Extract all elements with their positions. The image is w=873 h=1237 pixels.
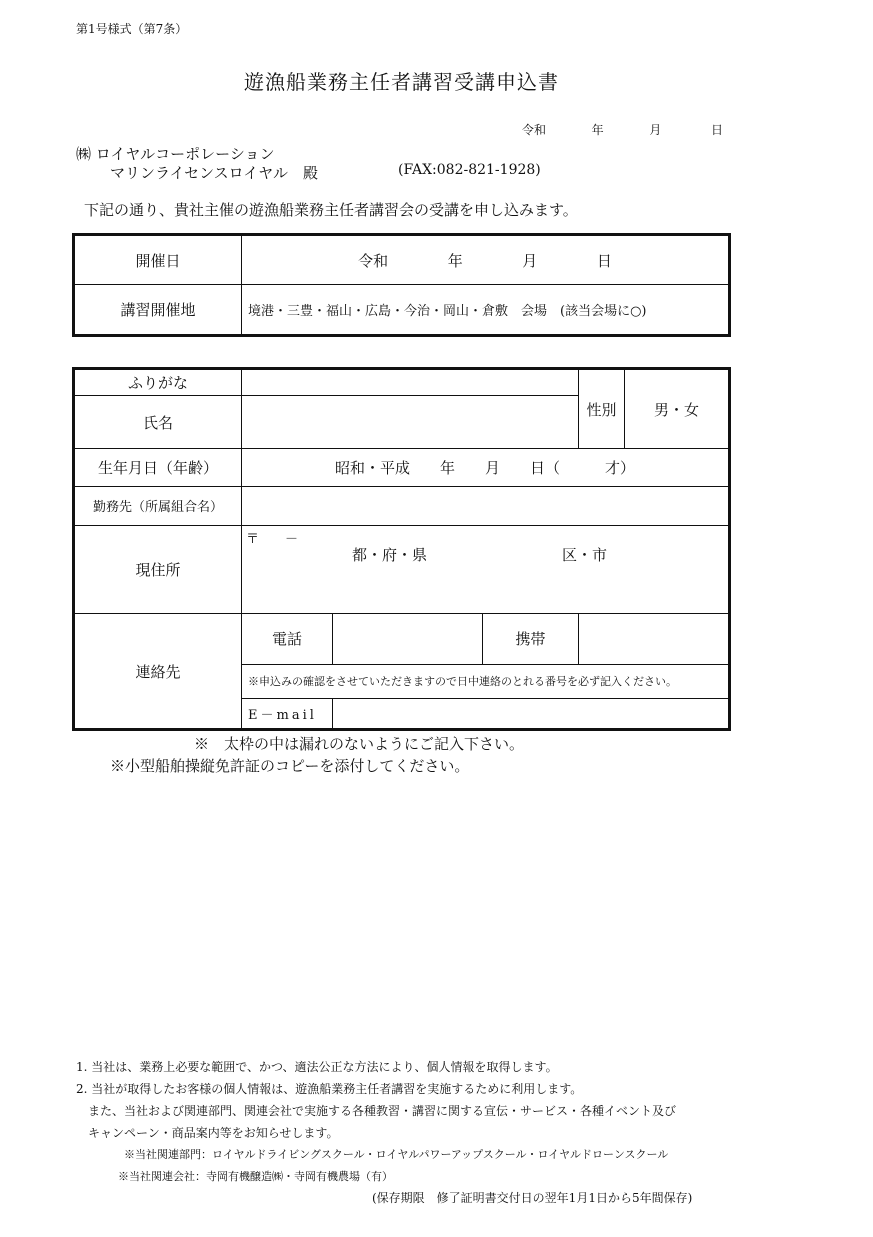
privacy-item-2-cont: また、当社および関連部門、関連会社で実施する各種教習・講習に関する宣伝・サービス・各種イベント及び — [88, 1104, 677, 1118]
privacy-item-2: 2. 当社が取得したお客様の個人情報は、遊漁船業務主任者講習を実施するために利用します。 — [76, 1082, 583, 1096]
date-year: 年 — [591, 123, 604, 137]
name-label: 氏名 — [74, 396, 242, 449]
mobile-label: 携帯 — [483, 614, 579, 664]
name-field[interactable] — [242, 396, 579, 449]
intro-text: 下記の通り、貴社主催の遊漁船業務主任者講習会の受講を申し込みます。 — [84, 201, 578, 219]
course-table — [72, 233, 731, 337]
email-field[interactable] — [333, 698, 730, 729]
applicant-table — [72, 367, 731, 731]
course-date-month: 月 — [522, 251, 538, 270]
privacy-item-1: 1. 当社は、業務上必要な範囲で、かつ、適法公正な方法により、個人情報を取得します。 — [76, 1060, 558, 1074]
course-date-label: 開催日 — [74, 235, 242, 285]
date-month: 月 — [649, 123, 662, 137]
address-field[interactable] — [242, 525, 730, 613]
birth-label: 生年月日（年齢） — [74, 449, 242, 486]
note-fill-all: ※ 太枠の中は漏れのないようにご記入下さい。 — [194, 735, 525, 753]
address-prefecture-city: 都・府・県 区・市 — [352, 545, 608, 564]
birth-field[interactable]: 昭和・平成 年 月 日（ 才） — [242, 449, 730, 486]
furigana-label: ふりがな — [74, 369, 242, 396]
application-date — [522, 121, 723, 138]
privacy-item-2-cont2: キャンペーン・商品案内等をお知らせします。 — [88, 1126, 339, 1140]
addressee-division: マリンライセンスロイヤル 殿 — [110, 164, 319, 182]
gender-label: 性別 — [579, 369, 625, 449]
page-title: 遊漁船業務主任者講習受講申込書 — [244, 70, 559, 94]
contact-label: 連絡先 — [74, 614, 242, 730]
form-number: 第1号様式（第7条） — [76, 22, 188, 36]
addressee-company: ㈱ ロイヤルコーポレーション — [76, 145, 275, 163]
course-date-year: 年 — [447, 251, 463, 270]
furigana-field[interactable] — [242, 369, 579, 396]
address-label: 現住所 — [74, 525, 242, 613]
venue-label: 講習開催地 — [74, 285, 242, 336]
workplace-label: 勤務先（所属組合名） — [74, 486, 242, 525]
contact-note: ※申込みの確認をさせていただきますので日中連絡のとれる番号を必ず記入ください。 — [242, 664, 730, 698]
retention-period: (保存期限 修了証明書交付日の翌年1月1日から5年間保存) — [372, 1191, 693, 1205]
venue-field[interactable]: 境港・三豊・福山・広島・今治・岡山・倉敷 会場 (該当会場に○) — [242, 285, 730, 336]
phone-label: 電話 — [242, 614, 333, 664]
date-day: 日 — [711, 123, 724, 137]
phone-field[interactable] — [333, 614, 483, 664]
course-date-era: 令和 — [358, 251, 389, 270]
course-date-field[interactable] — [242, 235, 730, 285]
mobile-field[interactable] — [579, 614, 730, 664]
note-license-copy: ※小型船舶操縦免許証のコピーを添付してください。 — [110, 757, 470, 775]
related-departments: ※当社関連部門：ロイヤルドライビングスクール・ロイヤルパワーアップスクール・ロイヤルドローンスクール — [124, 1148, 669, 1161]
date-era: 令和 — [522, 123, 547, 137]
email-label: E－mail — [242, 698, 333, 729]
course-date-day: 日 — [596, 251, 612, 270]
workplace-field[interactable] — [242, 486, 730, 525]
postal-code-mark: 〒 － — [246, 531, 299, 547]
fax-number: (FAX:082-821-1928) — [398, 162, 541, 178]
related-companies: ※当社関連会社：寺岡有機醸造㈱・寺岡有機農場（有） — [118, 1170, 393, 1183]
gender-field[interactable]: 男・女 — [625, 369, 730, 449]
